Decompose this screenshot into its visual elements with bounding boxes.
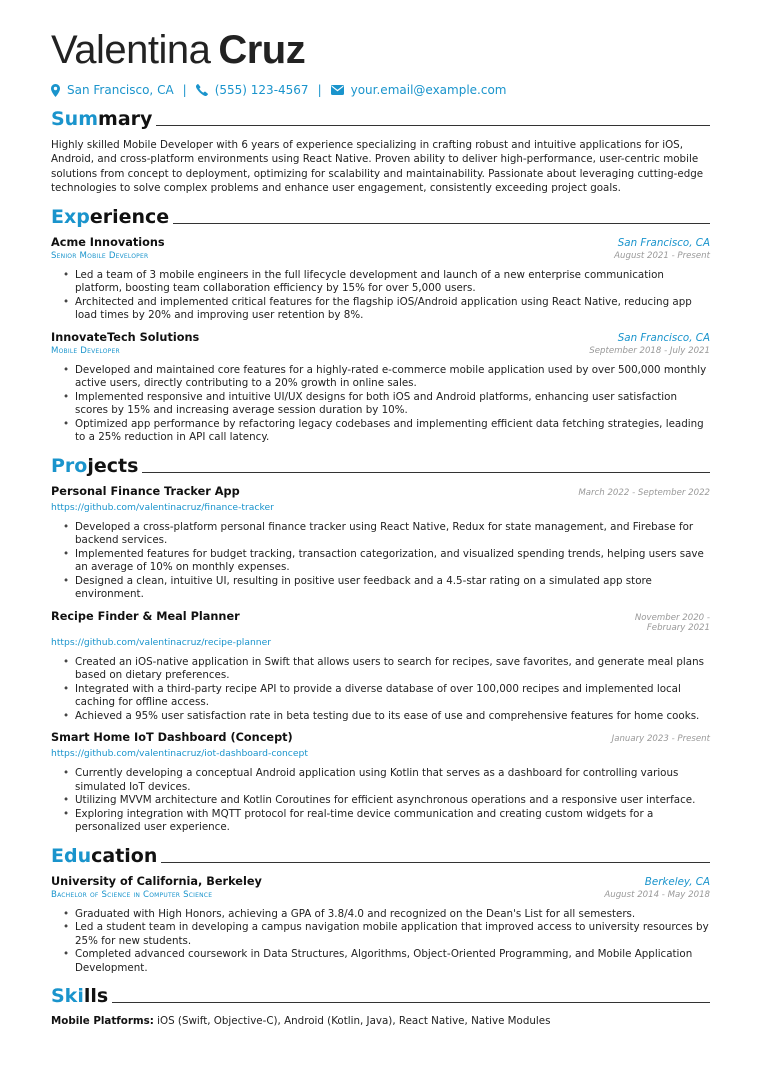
company-name: InnovateTech Solutions <box>51 330 200 344</box>
section-divider <box>112 1002 710 1003</box>
project-link[interactable]: https://github.com/valentinacruz/finance-tracker <box>51 501 274 513</box>
location-text: San Francisco, CA <box>67 83 174 97</box>
bullet-item: • Graduated with High Honors, achieving a GPA of 3.8/4.0 and recognized on the Dean's List for all semesters. <box>63 908 710 922</box>
section-title: Edu cation <box>51 845 710 867</box>
experience-section <box>51 206 710 445</box>
bullet-list <box>51 364 710 445</box>
contact-phone[interactable] <box>196 83 309 97</box>
section-title: Exp erience <box>51 206 710 228</box>
bullet-list <box>51 656 710 724</box>
project-link[interactable]: https://github.com/valentinacruz/recipe-planner <box>51 636 272 648</box>
job-location: San Francisco, CA <box>617 236 710 249</box>
section-divider <box>142 472 710 473</box>
project-dates: November 2020 - February 2021 <box>634 612 710 633</box>
bullet-item: • Architected and implemented critical features for the flagship iOS/Android application using React Native, reducing app load times by 20% and improving user retention by 8%. <box>63 296 710 323</box>
education-section <box>51 845 710 976</box>
bullet-item: • Completed advanced coursework in Data Structures, Algorithms, Object-Oriented Programming, and Mobile Application Development. <box>63 948 710 975</box>
contact-email[interactable] <box>331 83 507 97</box>
job-dates: August 2021 - Present <box>614 250 710 261</box>
project-dates: January 2023 - Present <box>611 734 710 745</box>
project-entry <box>51 731 710 835</box>
project-name: Smart Home IoT Dashboard (Concept) <box>51 731 293 745</box>
project-name: Personal Finance Tracker App <box>51 484 240 498</box>
project-name: Recipe Finder & Meal Planner <box>51 609 240 623</box>
degree: Bachelor of Science in Computer Science <box>51 889 213 900</box>
section-title: Pro jects <box>51 455 710 477</box>
bullet-item: • Led a student team in developing a campus navigation mobile application that improved access to university resources by 25% for new students. <box>63 921 710 948</box>
project-entry <box>51 610 710 724</box>
bullet-item: • Developed a cross-platform personal finance tracker using React Native, Redux for state management, and Firebase for backend services. <box>63 521 710 548</box>
contact-separator: | <box>317 83 322 97</box>
phone-icon <box>196 84 208 96</box>
phone-text[interactable]: (555) 123-4567 <box>214 83 309 97</box>
skills-label: Mobile Platforms: <box>51 1015 154 1028</box>
section-divider <box>173 223 710 224</box>
project-entry <box>51 485 710 602</box>
job-role: Senior Mobile Developer <box>51 250 149 261</box>
company-name: Acme Innovations <box>51 235 165 249</box>
first-name: Valentina <box>51 28 211 72</box>
section-divider <box>161 862 710 863</box>
bullet-item: • Integrated with a third-party recipe API to provide a diverse database of over 100,000 recipes and implemented local caching for offline access. <box>63 683 710 710</box>
bullet-item: • Led a team of 3 mobile engineers in the full lifecycle development and launch of a new enterprise communication platform, boosting team collaboration efficiency by 15% for over 5,000 users. <box>63 269 710 296</box>
skills-row <box>51 1015 710 1027</box>
candidate-name <box>51 26 710 74</box>
bullet-item: • Implemented responsive and intuitive UI/UX designs for both iOS and Android platforms, enhancing user satisfaction scores by 15% and increasing average session duration by 10%. <box>63 391 710 418</box>
last-name: Cruz <box>218 28 306 72</box>
bullet-item: • Exploring integration with MQTT protocol for real-time device communication and creating custom widgets for a personalized user experience. <box>63 808 710 835</box>
skills-section <box>51 985 710 1027</box>
summary-section <box>51 108 710 196</box>
job-entry <box>51 236 710 323</box>
school-name: University of California, Berkeley <box>51 874 262 888</box>
section-title: Ski lls <box>51 985 710 1007</box>
bullet-item: • Designed a clean, intuitive UI, resulting in positive user feedback and a 4.5-star rating on a simulated app store environment. <box>63 575 710 602</box>
bullet-item: • Developed and maintained core features for a highly-rated e-commerce mobile application used by over 500,000 monthly active users, directly contributing to a 20% growth in online sales. <box>63 364 710 391</box>
bullet-item: • Currently developing a conceptual Android application using Kotlin that serves as a dashboard for controlling various simulated IoT devices. <box>63 767 710 794</box>
bullet-item: • Optimized app performance by refactoring legacy codebases and implementing efficient data fetching strategies, leading to a 25% reduction in API call latency. <box>63 418 710 445</box>
bullet-item: • Achieved a 95% user satisfaction rate in beta testing due to its ease of use and comprehensive features for home cooks. <box>63 710 710 724</box>
section-title: Sum mary <box>51 108 710 130</box>
bullet-item: • Utilizing MVVM architecture and Kotlin Coroutines for efficient asynchronous operations and a responsive user interface. <box>63 794 710 808</box>
contact-location <box>51 83 174 97</box>
section-divider <box>156 125 710 126</box>
resume-page <box>51 26 710 1027</box>
bullet-list <box>51 521 710 602</box>
project-link[interactable]: https://github.com/valentinacruz/iot-dashboard-concept <box>51 748 308 760</box>
bullet-list <box>51 269 710 323</box>
job-location: San Francisco, CA <box>617 331 710 344</box>
school-location: Berkeley, CA <box>644 875 710 888</box>
education-dates: August 2014 - May 2018 <box>604 889 710 900</box>
bullet-list <box>51 908 710 976</box>
contact-separator: | <box>182 83 187 97</box>
job-dates: September 2018 - July 2021 <box>589 345 710 356</box>
bullet-item: • Implemented features for budget tracking, transaction categorization, and visualized spending trends, helping users save an average of 10% on monthly expenses. <box>63 548 710 575</box>
map-pin-icon <box>51 84 60 97</box>
project-dates: March 2022 - September 2022 <box>578 487 710 498</box>
projects-section <box>51 455 710 835</box>
contact-bar <box>51 82 710 98</box>
job-entry <box>51 331 710 445</box>
summary-text: Highly skilled Mobile Developer with 6 years of experience specializing in crafting robust and intuitive applications for iOS, Android, and cross-platform environments using React Native. Proven ability to deliver high-performance, user-centric mobile solutions from concept to deployment, optimizing for scalability and maintainability. Passionate about leveraging cutting-edge technologies to solve complex problems and enhance user engagement, consistently exceeding project goals. <box>51 139 704 195</box>
education-entry <box>51 875 710 976</box>
bullet-item: • Created an iOS-native application in Swift that allows users to search for recipes, save favorites, and generate meal plans based on dietary preferences. <box>63 656 710 683</box>
skills-value: iOS (Swift, Objective-C), Android (Kotlin, Java), React Native, Native Modules <box>157 1015 551 1028</box>
envelope-icon <box>331 85 344 95</box>
job-role: Mobile Developer <box>51 345 120 356</box>
bullet-list <box>51 767 710 835</box>
email-link[interactable]: your.email@example.com <box>350 83 507 97</box>
